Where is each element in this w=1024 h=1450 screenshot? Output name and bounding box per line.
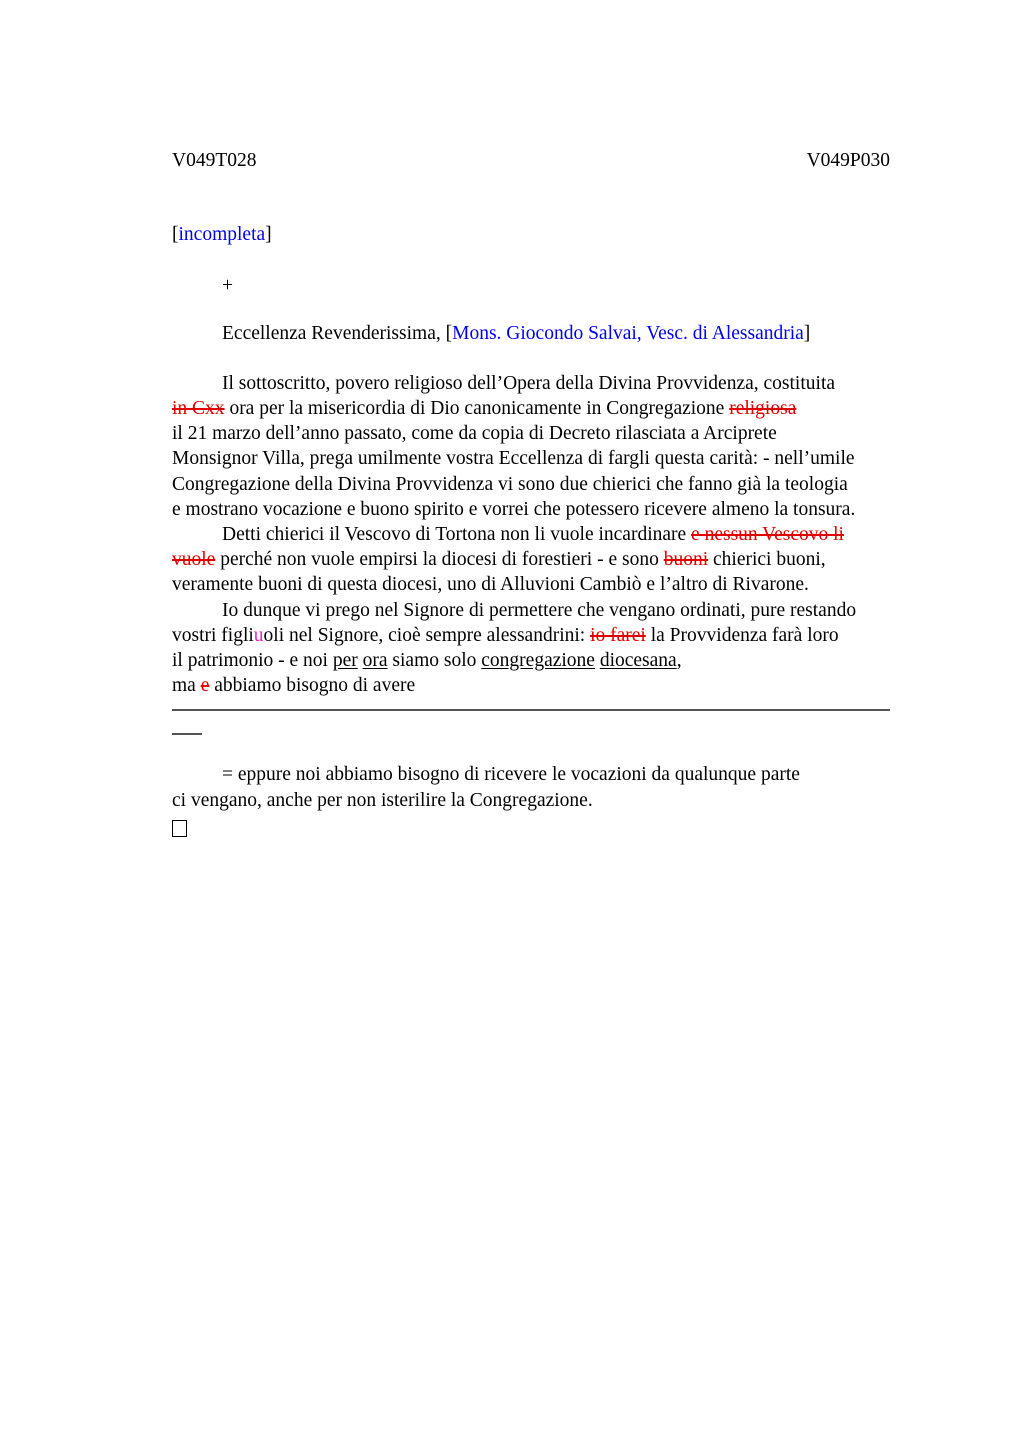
segment-text: ] [265,224,272,246]
segment-text: chierici buoni, [708,549,826,571]
text-line [172,598,890,623]
segment-insertion-magenta: u [253,624,264,646]
segment-deleted-red: in Cxx [172,398,225,420]
segment-text: Monsignor Villa, prega umilmente vostra Eccellenza di fargli questa carità: - nell’umile [172,448,855,470]
text-line [172,472,890,497]
segment-text: il 21 marzo dell’anno passato, come da copia di Decreto rilasciata a Arciprete [172,423,777,445]
segment-deleted-red: e nessun Vescovo li [691,524,844,546]
text-line [172,623,890,648]
segment-text: siamo solo [387,650,482,672]
text-line [172,222,890,247]
segment-text: Io dunque vi prego nel Signore di permettere che vengano ordinati, pure restando [222,599,857,621]
document-body [172,222,890,840]
document-content [172,148,890,840]
segment-underlined: per [332,650,358,672]
segment-text: ] [803,322,811,344]
segment-text: veramente buoni di questa diocesi, uno di Alluvioni Cambiò e l’altro di Rivarone. [172,574,809,596]
segment-annotation-blue: Mons. Giocondo Salvai, Vesc. di Alessandria [452,322,804,344]
segment-deleted-red: io farei [590,624,646,646]
separator-rule-long [172,709,890,711]
segment-text: = eppure noi abbiamo bisogno di ricevere le vocazioni da qualunque parte [222,764,800,786]
segment-text: e mostrano vocazione e buono spirito e vorrei che potessero ricevere almeno la tonsura. [172,498,856,520]
segment-text: abbiamo bisogno di avere [209,675,416,697]
text-line [172,396,890,421]
segment-text: Eccellenza Revenderissima, [ [222,322,453,344]
empty-square-icon [172,820,187,837]
segment-text: Il sottoscritto, povero religioso dell’Opera della Divina Provvidenza, costituita [222,372,836,394]
segment-deleted-red: vuole [172,549,216,571]
text-line [172,371,890,396]
segment-text: vostri figli [172,624,254,646]
text-line [172,446,890,471]
text-line [172,788,890,813]
segment-deleted-red: religiosa [729,398,797,420]
segment-underlined: congregazione [481,650,595,672]
text-line [172,321,890,346]
segment-text: Detti chierici il Vescovo di Tortona non li vuole incardinare [222,524,692,546]
segment-text: oli nel Signore, cioè sempre alessandrini: [263,624,591,646]
text-line [172,421,890,446]
segment-text: il patrimonio - e noi [172,650,333,672]
segment-deleted-red: e [200,675,210,697]
segment-text: , [676,650,682,672]
segment-text: Congregazione della Divina Provvidenza vi sono due chierici che fanno già la teologia [172,473,848,495]
segment-text: perché non vuole empirsi la diocesi di forestieri - e sono [215,549,664,571]
text-line [172,572,890,597]
text-line [172,648,890,673]
text-line [172,497,890,522]
segment-underlined: diocesana [599,650,677,672]
segment-text: + [222,275,233,297]
text-line [172,522,890,547]
separator-rule-short [172,733,202,735]
segment-text: la Provvidenza farà loro [645,624,839,646]
segment-text: ora per la misericordia di Dio canonicamente in Congregazione [224,398,730,420]
document-header [172,148,890,173]
header-code-left: V049T028 [172,150,257,171]
segment-text: ma [172,675,201,697]
segment-underlined: ora [362,650,388,672]
segment-deleted-red: buoni [663,549,709,571]
symbol-line [172,815,890,840]
header-code-right: V049P030 [806,150,890,171]
text-line [172,547,890,572]
text-line [172,762,890,787]
segment-annotation-blue: incompleta [178,224,266,246]
segment-text: [ [172,224,179,246]
segment-text: ci vengano, anche per non isterilire la Congregazione. [172,789,593,811]
text-line [172,273,890,298]
text-line [172,673,890,698]
